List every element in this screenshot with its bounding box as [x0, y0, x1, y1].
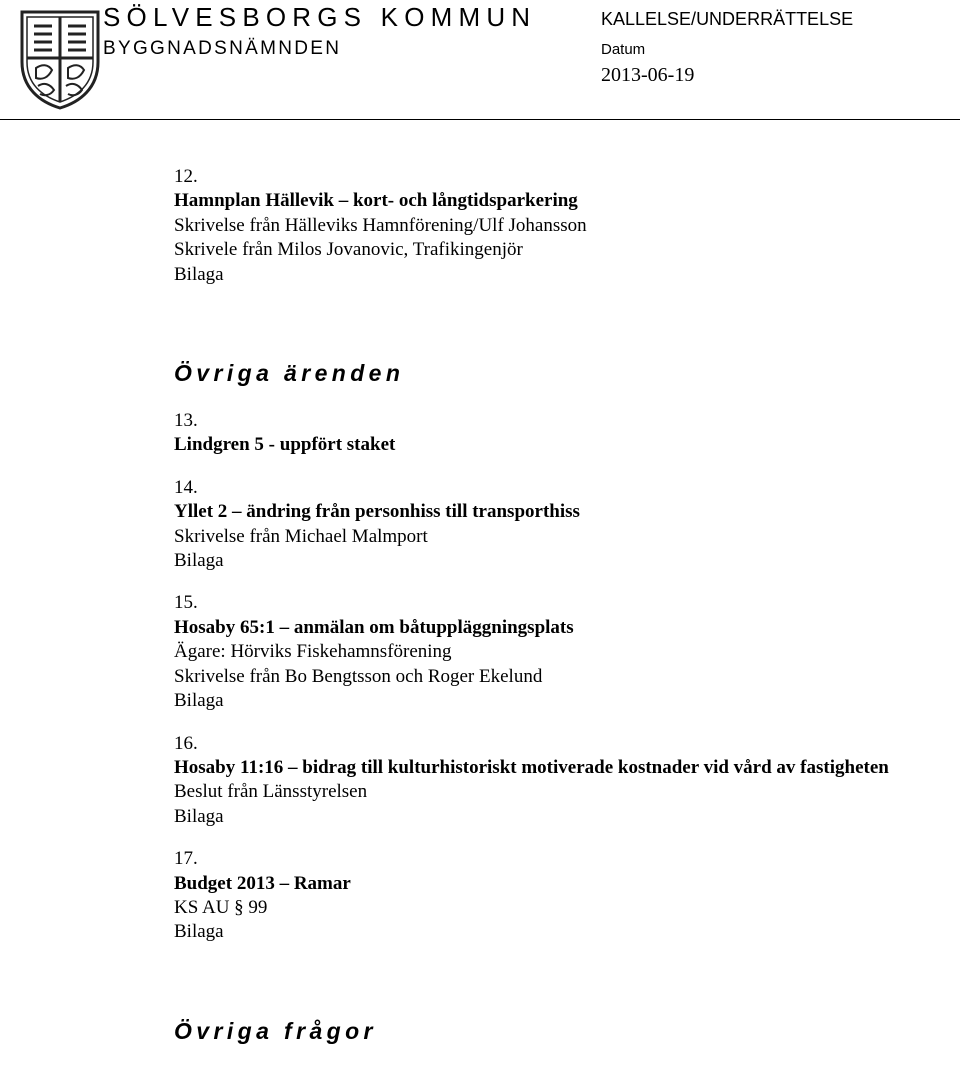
item-line: Skrivelse från Bo Bengtsson och Roger Ekelund	[174, 665, 543, 687]
item-number: 13.	[174, 410, 198, 432]
item-number: 15.	[174, 592, 198, 614]
item-number: 14.	[174, 476, 198, 498]
item-line: Skrivelse från Hälleviks Hamnförening/Ulf Johansson	[174, 214, 587, 236]
document-type: KALLELSE/UNDERRÄTTELSE	[601, 9, 854, 29]
item-number: 17.	[174, 848, 198, 870]
agenda-item-13	[174, 409, 914, 458]
item-line: Bilaga	[174, 921, 224, 943]
item-line: Bilaga	[174, 805, 224, 827]
agenda-item-17	[174, 847, 914, 945]
agenda-item-15	[174, 591, 914, 713]
section-heading-ovriga-fragor: Övriga frågor	[174, 1017, 377, 1044]
item-line: Bilaga	[174, 690, 224, 712]
item-line: Skrivelse från Michael Malmport	[174, 525, 428, 547]
item-title: Yllet 2 – ändring från personhiss till transporthiss	[174, 501, 580, 523]
organization-name: SÖLVESBORGS KOMMUN	[103, 2, 537, 32]
municipality-coat-of-arms	[18, 8, 102, 110]
agenda-item-16	[174, 732, 914, 830]
item-title: Hamnplan Hällevik – kort- och långtidsparkering	[174, 190, 578, 212]
item-line: Beslut från Länsstyrelsen	[174, 781, 368, 803]
item-title: Budget 2013 – Ramar	[174, 872, 351, 894]
date-label: Datum	[601, 41, 646, 58]
department-name: BYGGNADSNÄMNDEN	[103, 38, 342, 59]
item-line: Bilaga	[174, 550, 224, 572]
item-line: Bilaga	[174, 263, 224, 285]
item-line: Ägare: Hörviks Fiskehamnsförening	[174, 641, 452, 663]
item-title: Lindgren 5 - uppfört staket	[174, 434, 396, 456]
date-value: 2013-06-19	[601, 64, 695, 86]
item-number: 12.	[174, 166, 198, 187]
agenda-item-12	[174, 165, 914, 287]
header-divider	[0, 119, 960, 120]
item-line: Skrivele från Milos Jovanovic, Trafikingenjör	[174, 239, 523, 261]
section-heading-ovriga-arenden: Övriga ärenden	[174, 360, 405, 387]
agenda-item-14	[174, 476, 914, 574]
agenda-content	[174, 165, 914, 1045]
item-title: Hosaby 11:16 – bidrag till kulturhistoriskt motiverade kostnader vid vård av fastigheten	[174, 756, 889, 778]
document-header	[0, 0, 960, 122]
item-number: 16.	[174, 732, 198, 754]
item-line: KS AU § 99	[174, 896, 268, 918]
item-title: Hosaby 65:1 – anmälan om båtuppläggningsplats	[174, 616, 574, 638]
